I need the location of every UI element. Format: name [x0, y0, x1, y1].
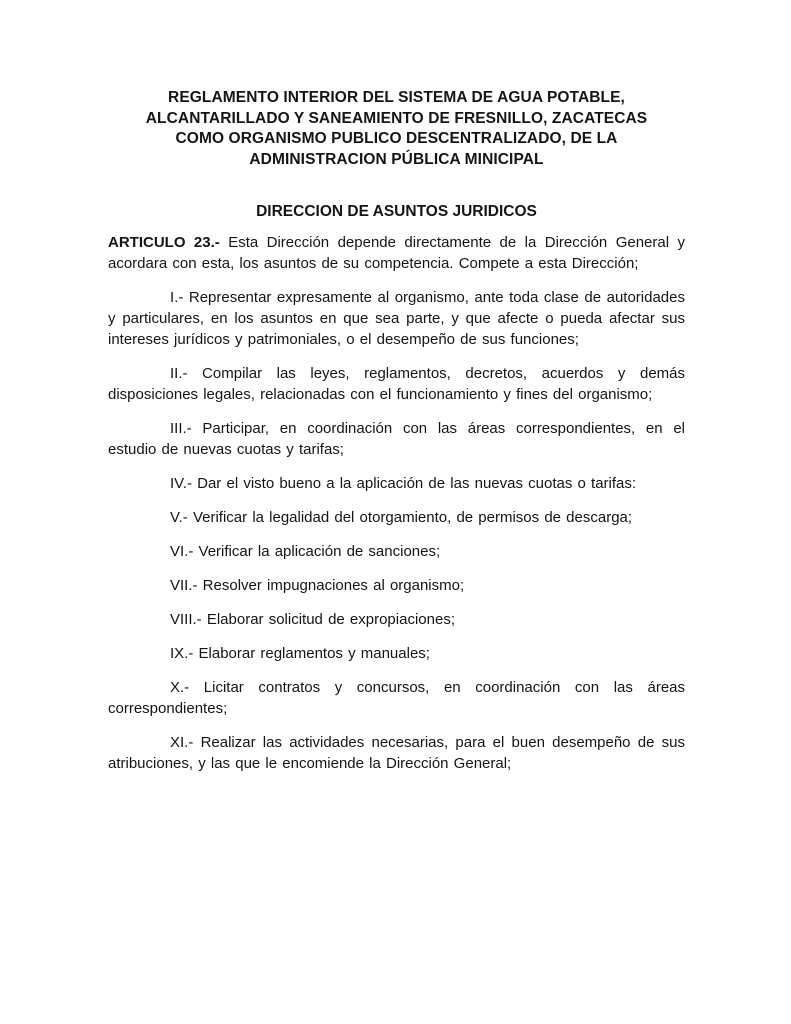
article-item-V — [108, 507, 685, 528]
document-title — [108, 88, 685, 170]
item-text: Verificar la aplicación de sanciones; — [193, 543, 441, 560]
item-numeral: VIII.- — [170, 611, 202, 628]
item-numeral: V.- — [170, 509, 188, 526]
item-text: Participar, en coordinación con las áreas correspondientes, en el estudio de nuevas cuotas y tarifas; — [108, 420, 685, 458]
document-title-line-4: ADMINISTRACION PÚBLICA MINICIPAL — [249, 150, 544, 168]
article-item-IX — [108, 643, 685, 664]
item-numeral: VII.- — [170, 577, 198, 594]
item-numeral: X.- — [170, 679, 190, 696]
document-title-line-1: REGLAMENTO INTERIOR DEL SISTEMA DE AGUA POTABLE, — [168, 89, 625, 106]
document-title-line-2: ALCANTARILLADO Y SANEAMIENTO DE FRESNILLO, ZACATECAS — [145, 109, 648, 127]
article-23-paragraph — [108, 232, 685, 274]
item-numeral: IX.- — [170, 645, 194, 662]
item-text: Licitar contratos y concursos, en coordinación con las áreas correspondientes; — [108, 679, 685, 717]
item-numeral: III.- — [170, 420, 192, 437]
item-text: Elaborar solicitud de expropiaciones; — [201, 611, 455, 628]
item-text: Elaborar reglamentos y manuales; — [193, 645, 430, 662]
item-numeral: VI.- — [170, 543, 194, 560]
section-heading: DIRECCION DE ASUNTOS JURIDICOS — [256, 203, 537, 220]
item-text: Dar el visto bueno a la aplicación de las nuevas cuotas o tarifas: — [191, 475, 637, 492]
item-numeral: I.- — [170, 289, 184, 306]
article-item-II — [108, 363, 685, 405]
document-title-line-3: COMO ORGANISMO PUBLICO DESCENTRALIZADO, DE LA — [175, 130, 618, 147]
item-text: Compilar las leyes, reglamentos, decretos, acuerdos y demás disposiciones legales, relacionadas con el funcionamiento y fines del organismo; — [108, 365, 685, 403]
item-numeral: XI.- — [170, 734, 194, 751]
article-item-I — [108, 287, 685, 350]
item-text: Representar expresamente al organismo, ante toda clase de autoridades y particulares, en los asuntos en que sea parte, y que afecte o pueda afectar sus intereses jurídicos y patrimoniales, o el desempeño de sus funciones; — [108, 289, 685, 348]
item-numeral: IV.- — [170, 475, 192, 492]
item-text: Realizar las actividades necesarias, para el buen desempeño de sus atribuciones, y las que le encomiende la Dirección General; — [108, 734, 685, 772]
article-23-label: ARTICULO 23.- — [108, 234, 220, 251]
article-item-XI — [108, 732, 685, 774]
item-numeral: II.- — [170, 365, 188, 382]
article-item-VII — [108, 575, 685, 596]
item-text: Verificar la legalidad del otorgamiento, de permisos de descarga; — [187, 509, 633, 526]
article-item-X — [108, 677, 685, 719]
item-text: Resolver impugnaciones al organismo; — [197, 577, 465, 594]
article-item-VIII — [108, 609, 685, 630]
article-23-body: Esta Dirección depende directamente de la Dirección General y acordara con esta, los asuntos de su competencia. Compete a esta Dirección; — [108, 234, 685, 272]
article-item-IV — [108, 473, 685, 494]
article-item-III — [108, 418, 685, 460]
article-item-VI — [108, 541, 685, 562]
